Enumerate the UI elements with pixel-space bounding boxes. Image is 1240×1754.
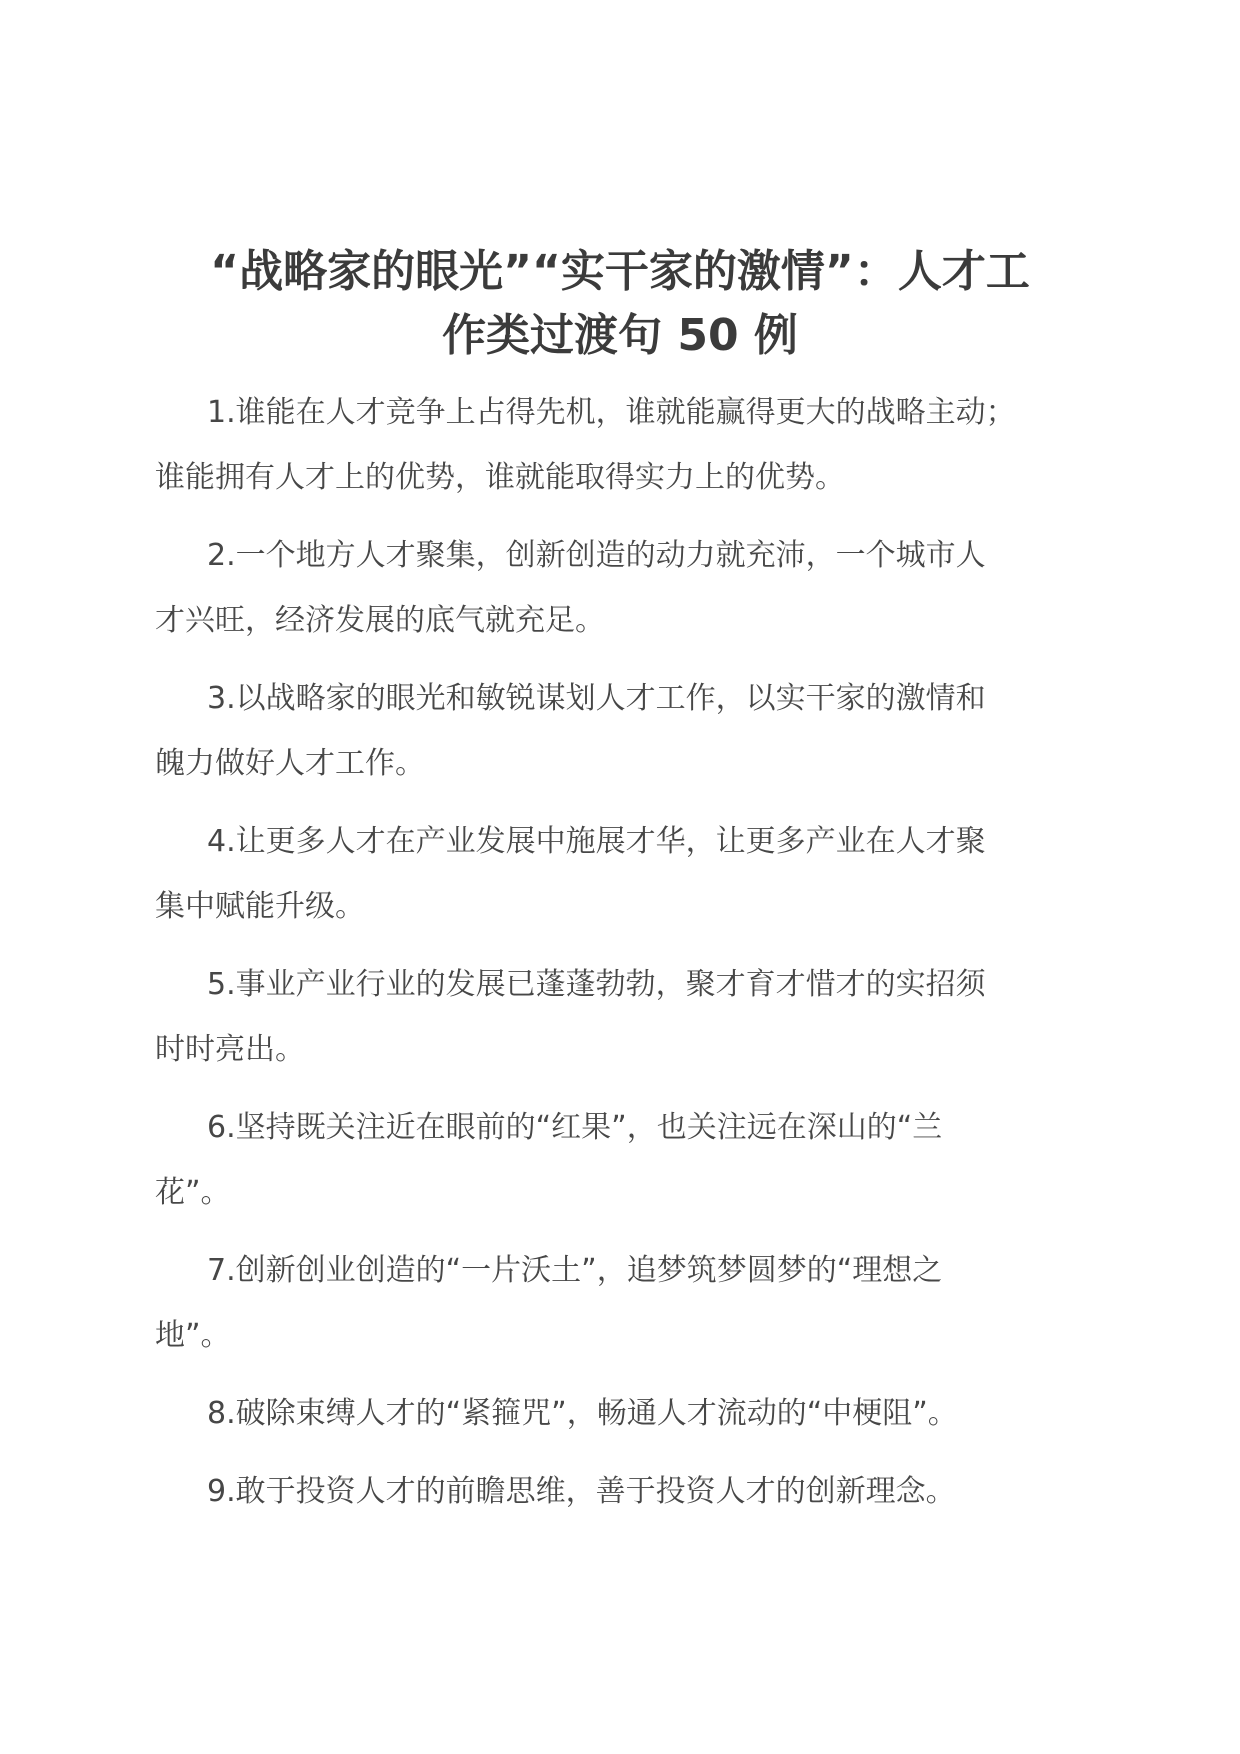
paragraph-2 <box>155 523 1115 653</box>
paragraph-4 <box>155 809 1115 939</box>
paragraph-line: 谁能拥有人才上的优势，谁就能取得实力上的优势。 <box>155 460 845 495</box>
paragraph-line: 9.敢于投资人才的前瞻思维，善于投资人才的创新理念。 <box>207 1474 956 1509</box>
document-body <box>155 380 1115 1537</box>
document-title <box>140 240 1100 368</box>
paragraph-line: 时时亮出。 <box>155 1032 305 1067</box>
paragraph-line: 7.创新创业创造的“一片沃土”，追梦筑梦圆梦的“理想之 <box>207 1253 943 1288</box>
paragraph-3 <box>155 666 1115 796</box>
paragraph-line: 8.破除束缚人才的“紧箍咒”，畅通人才流动的“中梗阻”。 <box>207 1396 958 1431</box>
paragraph-line: 2.一个地方人才聚集，创新创造的动力就充沛，一个城市人 <box>207 538 986 573</box>
title-line-2: 作类过渡句 50 例 <box>442 310 798 361</box>
paragraph-7 <box>155 1238 1115 1368</box>
paragraph-8 <box>155 1381 1115 1446</box>
paragraph-6 <box>155 1095 1115 1225</box>
paragraph-line: 集中赋能升级。 <box>155 889 365 924</box>
paragraph-line: 4.让更多人才在产业发展中施展才华，让更多产业在人才聚 <box>207 824 986 859</box>
paragraph-line: 才兴旺，经济发展的底气就充足。 <box>155 603 605 638</box>
paragraph-line: 6.坚持既关注近在眼前的“红果”，也关注远在深山的“兰 <box>207 1110 943 1145</box>
paragraph-line: 花”。 <box>155 1175 231 1210</box>
paragraph-line: 魄力做好人才工作。 <box>155 746 425 781</box>
paragraph-9 <box>155 1459 1115 1524</box>
paragraph-5 <box>155 952 1115 1082</box>
paragraph-line: 5.事业产业行业的发展已蓬蓬勃勃，聚才育才惜才的实招须 <box>207 967 986 1002</box>
paragraph-line: 3.以战略家的眼光和敏锐谋划人才工作，以实干家的激情和 <box>207 681 986 716</box>
paragraph-1 <box>155 380 1115 510</box>
title-line-1: “战略家的眼光”“实干家的激情”：人才工 <box>210 246 1030 297</box>
paragraph-line: 地”。 <box>155 1318 231 1353</box>
paragraph-line: 1.谁能在人才竞争上占得先机，谁就能赢得更大的战略主动； <box>207 395 1016 430</box>
